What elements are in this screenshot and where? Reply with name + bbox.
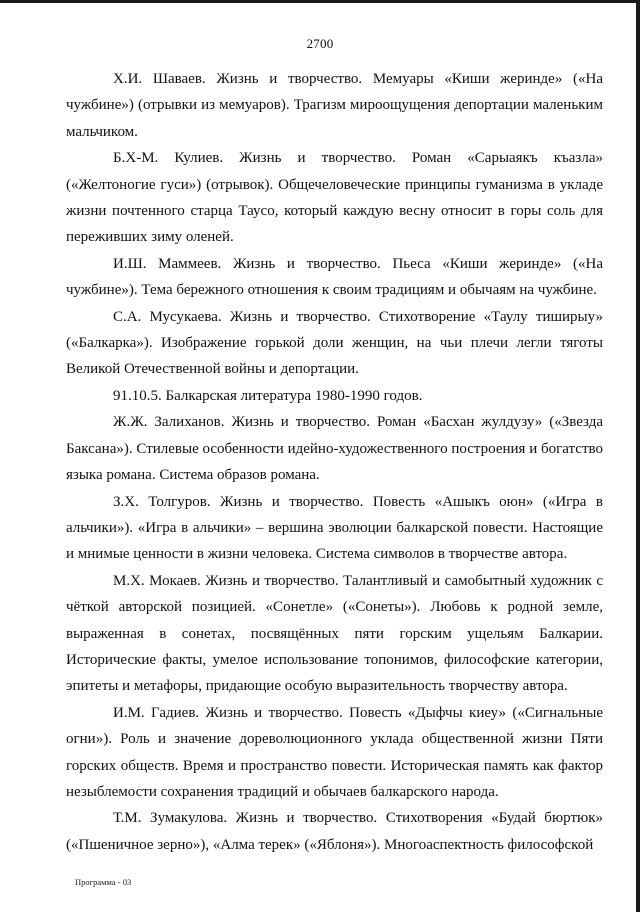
section-heading-1980-1990: 91.10.5. Балкарская литература 1980-1990 годов.: [113, 387, 423, 404]
document-body: [66, 66, 603, 858]
paragraph-kuliev: Б.Х-М. Кулиев. Жизнь и творчество. Роман «Сарыаякъ къазла» («Желтоногие гуси») (отрывок). Общечеловеческие принципы гуманизма в укладе жизни почтенного старца Таусо, который каждую весну относит в горы соль для переживших зиму оленей.: [66, 150, 603, 246]
paragraph-mokaev: М.Х. Мокаев. Жизнь и творчество. Талантливый и самобытный художник с чёткой авторской позицией. «Сонетле» («Сонеты»). Любовь к родной земле, выраженная в сонетах, посвящённых пяти горским ущельям Балкарии. Исторические факты, умелое использование топонимов, философские категории, эпитеты и метафоры, придающие особую выразительность творчеству автора.: [66, 572, 603, 695]
paragraph-mammeev: И.Ш. Маммеев. Жизнь и творчество. Пьеса «Киши жеринде» («На чужбине»). Тема бережного отношения к своим традициям и обычаям на чужбине.: [66, 255, 603, 299]
paragraph-gadiev: И.М. Гадиев. Жизнь и творчество. Повесть «Дыфчы киеу» («Сигнальные огни»). Роль и значение дореволюционного уклада общественной жизни Пяти горских обществ. Время и пространство повести. Историческая память как фактор незыблемости сохранения традиций и обычаев балкарского народа.: [66, 704, 603, 800]
page-number: 2700: [306, 36, 334, 51]
paragraph-zumakulova: Т.М. Зумакулова. Жизнь и творчество. Стихотворения «Будай бюртюк» («Пшеничное зерно»), «Алма терек» («Яблоня»). Многоаспектность философской: [66, 810, 603, 853]
paragraph-zalikhanov: Ж.Ж. Залиханов. Жизнь и творчество. Роман «Басхан жулдузу» («Звезда Баксана»). Стилевые особенности идейно-художественного построения и богатство языка романа. Система образов романа.: [66, 414, 603, 484]
paragraph-musukaeva: С.А. Мусукаева. Жизнь и творчество. Стихотворение «Таулу тиширыу» («Балкарка»). Изображение горькой доли женщин, на чьи плечи легли тяготы Великой Отечественной войны и депортации.: [66, 308, 603, 378]
paragraph-shavaev: Х.И. Шаваев. Жизнь и творчество. Мемуары «Киши жеринде» («На чужбине») (отрывки из мемуаров). Трагизм мироощущения депортации маленьким мальчиком.: [66, 71, 603, 140]
page-top-border: [0, 0, 640, 3]
footer-program-label: Программа - 03: [75, 877, 132, 887]
paragraph-tolgurov: З.Х. Толгуров. Жизнь и творчество. Повесть «Ашыкъ оюн» («Игра в альчики»). «Игра в альчики» – вершина эволюции балкарской повести. Настоящие и мнимые ценности в жизни человека. Система символов в творчестве автора.: [66, 493, 603, 563]
page-right-border: [636, 0, 640, 912]
